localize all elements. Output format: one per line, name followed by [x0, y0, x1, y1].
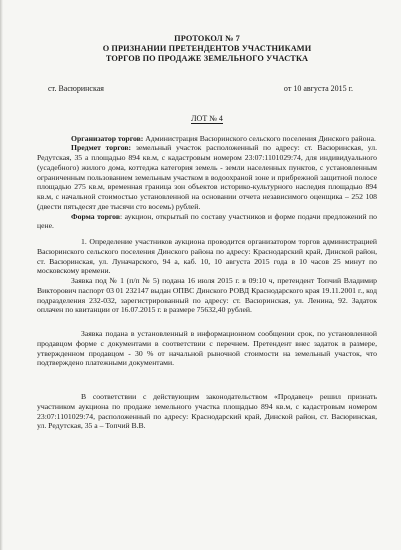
place-date-row — [37, 84, 377, 93]
organizer-paragraph — [37, 134, 377, 144]
protocol-body — [37, 134, 377, 432]
form-text: : аукцион, открытый по составу участников и форме подачи предложений по цене. — [37, 211, 377, 231]
decision-paragraph: В соответствии с действующим законодательством «Продавец» решил признать участником аукциона по продаже земельного участка площадью 894 кв.м, с кадастровым номером 23:07:1101029:74, расположенный по адресу: Краснодарский край, Динской район, ст. Васюринская, ул. Редутская, 35 а – Топчий В.В. — [37, 392, 377, 431]
organizer-text: Администрация Васюринского сельского поселения Динского района. — [143, 133, 376, 143]
definition-paragraph: 1. Определение участников аукциона проводится организатором торгов администрацией Васюринского сельского поселения Динского района по адресу: Краснодарский край, Динской район, ст. Васюринская, ул. Луначарского, 94 а, каб. 10, 10 августа 2015 года в 10 часов 25 минут по московскому времени. — [37, 237, 377, 276]
subject-text: земельный участок расположенный по адресу: ст. Васюринская, ул. Редутская, 35 а площадью 894 кв.м, с кадастровым номером 23:07:1101029:74, для индивидуального (усадебного) жилого дома, коттеджа категория земель - земли населенных пунктов, с установленным ограниченным пользованием земельным участком в водоохраной зоне и прибрежной защитной полосе площадью 275 кв.м, временная граница зон объектов историко-культурного наследия площадью 894 кв.м, с начальной стоимостью установленной на основании отчета независимого оценщика – 252 108 (двести пятьдесят две тысячи сто восемь) рублей. — [37, 143, 378, 211]
lot-number: ЛОТ № 4 — [191, 113, 223, 123]
subject-label: Предмет торгов: — [71, 143, 132, 153]
form-label: Форма торгов — [71, 211, 120, 221]
application-paragraph: Заявка под № 1 (п/п № 5) подана 16 июля 2015 г. в 09:10 ч, претендент Топчий Владимир Викторович паспорт 03 01 232147 выдан ОПВС Динского РОВД Краснодарского края 19.11.2001 г., код подразделения 232-032, зарегистрированный по адресу: ст. Васюринская, ул. Ленина, 92. Задаток оплачен по квитанции от 16.07.2015 г. в размере 75632,40 рублей. — [37, 276, 377, 315]
organizer-label: Организатор торгов: — [71, 133, 144, 143]
title-line-2: О ПРИЗНАНИИ ПРЕТЕНДЕНТОВ УЧАСТНИКАМИ — [102, 44, 312, 54]
title-line-1: ПРОТОКОЛ № 7 — [174, 34, 240, 43]
subject-paragraph — [37, 143, 377, 211]
date: от 10 августа 2015 г. — [283, 83, 353, 93]
scan-edge-shadow — [0, 0, 3, 550]
form-paragraph — [37, 212, 377, 232]
lot-heading — [37, 114, 377, 123]
place: ст. Васюринская — [48, 83, 104, 93]
notice-paragraph: Заявка подана в установленный в информационном сообщении срок, по установленной продавцом форме с документами в соответствии с перечнем. Претендент внес задаток в размере, утвержденном продавцом - 30 % от начальной рыночной стоимости на земельный участок, что подтверждено платежными документами. — [37, 329, 377, 368]
title-line-3: ТОРГОВ ПО ПРОДАЖЕ ЗЕМЕЛЬНОГО УЧАСТКА — [105, 54, 309, 64]
protocol-title — [37, 34, 377, 65]
